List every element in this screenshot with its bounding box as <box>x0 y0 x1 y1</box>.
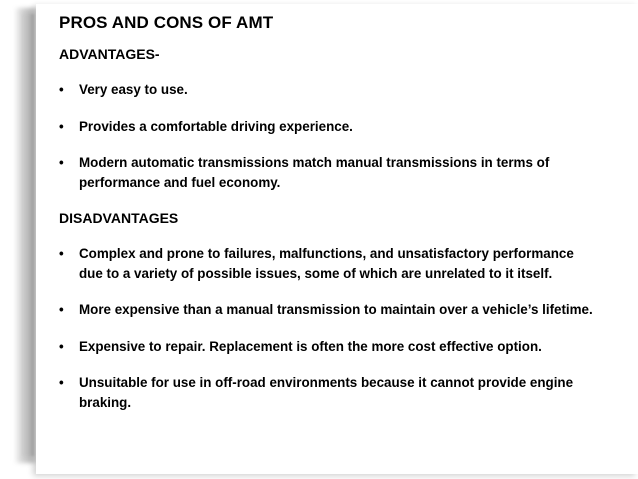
advantage-text: Modern automatic transmissions match manual transmissions in terms of performance and fuel economy. <box>79 155 550 190</box>
disadvantage-text: Expensive to repair. Replacement is often the more cost effective option. <box>79 338 542 354</box>
slide-content <box>59 12 599 429</box>
disadvantage-text: Unsuitable for use in off-road environments because it cannot provide engine braking. <box>79 375 574 410</box>
bullet-icon: • <box>59 118 64 134</box>
disadvantage-item <box>59 300 599 320</box>
bullet-icon: • <box>59 155 64 170</box>
bullet-icon: • <box>59 375 64 390</box>
disadvantages-list <box>59 244 599 412</box>
disadvantages-heading: DISADVANTAGES <box>59 210 179 226</box>
bullet-icon: • <box>59 302 64 317</box>
advantage-item <box>59 153 599 192</box>
advantage-item <box>59 80 599 100</box>
disadvantage-item <box>59 244 599 283</box>
disadvantage-item <box>59 337 599 357</box>
bullet-icon: • <box>59 246 64 261</box>
disadvantage-item <box>59 373 599 412</box>
advantage-text: Very easy to use. <box>79 82 188 97</box>
disadvantage-text: More expensive than a manual transmission to maintain over a vehicle’s lifetime. <box>79 302 593 317</box>
disadvantage-text: Complex and prone to failures, malfunctions, and unsatisfactory performance due to a variety of possible issues, some of which are unrelated to it itself. <box>79 246 574 281</box>
advantage-item <box>59 117 599 137</box>
advantages-heading: ADVANTAGES- <box>59 46 160 62</box>
bullet-icon: • <box>59 338 64 354</box>
advantage-text: Provides a comfortable driving experience. <box>79 118 353 134</box>
page-edge-shadow-inner <box>22 14 34 456</box>
advantages-list <box>59 80 599 192</box>
bullet-icon: • <box>59 82 64 97</box>
slide-title: PROS AND CONS OF AMT <box>59 13 274 32</box>
